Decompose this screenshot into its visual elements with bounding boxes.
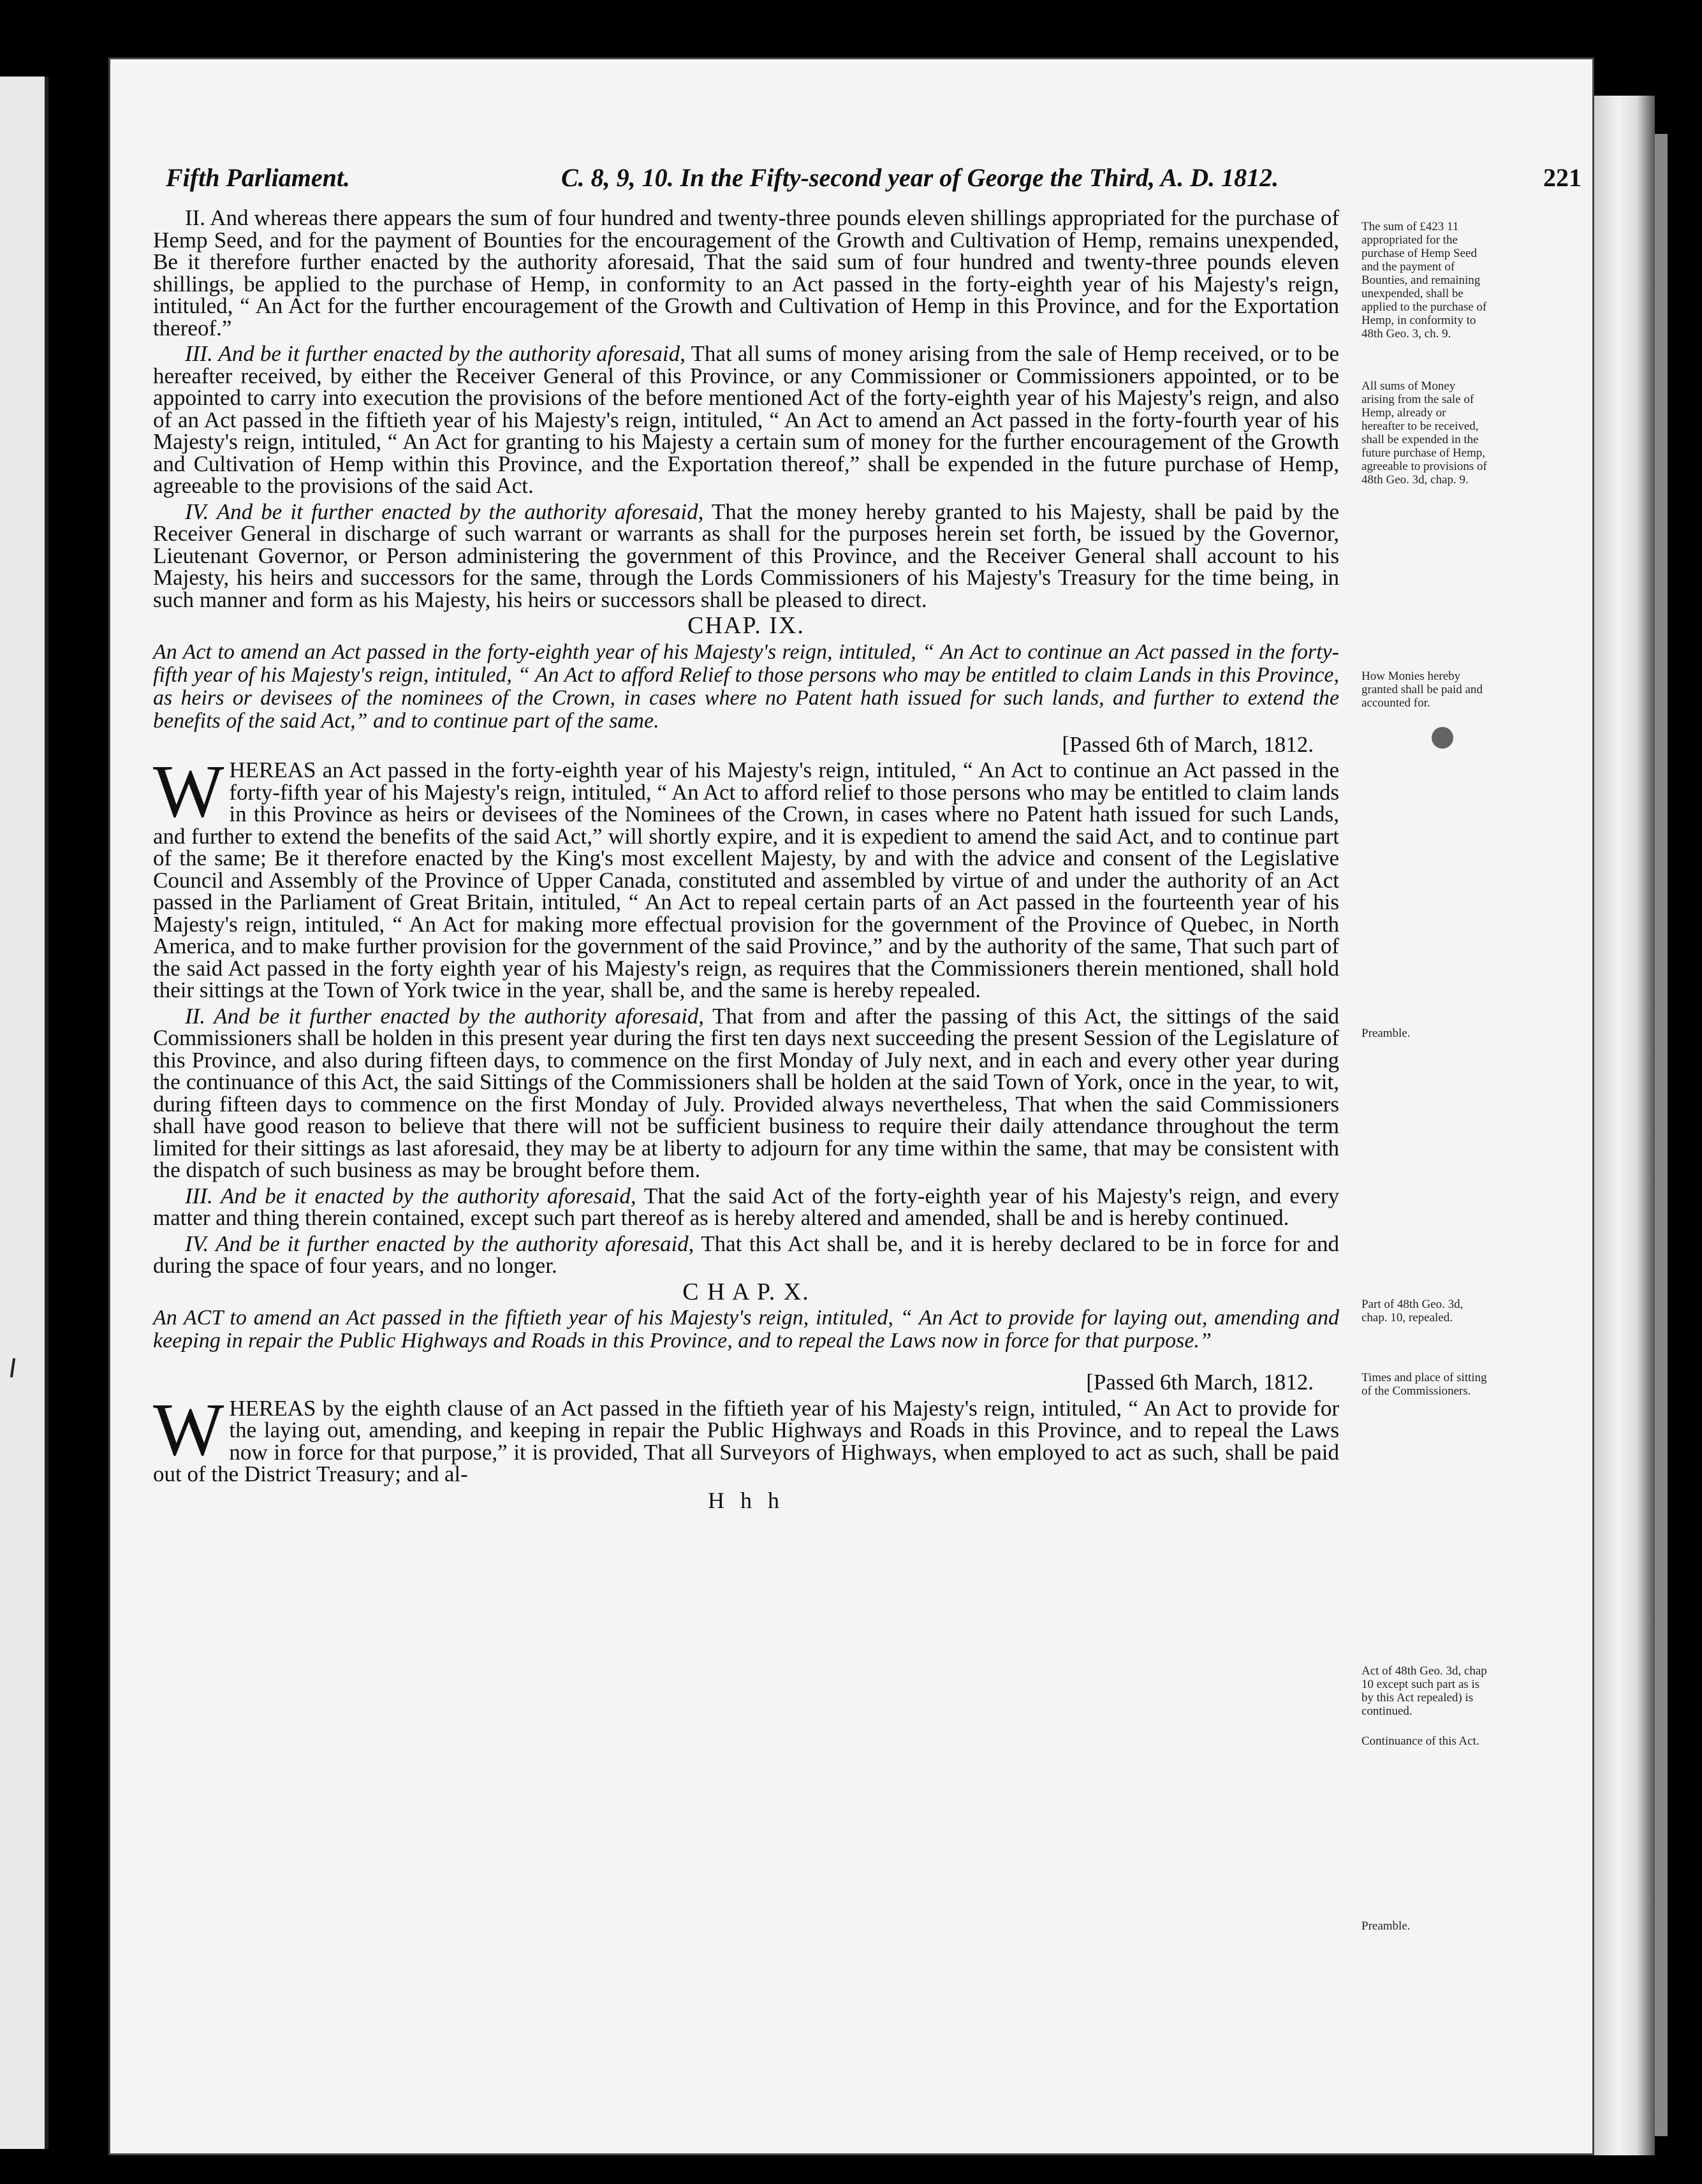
margin-note: Act of 48th Geo. 3d, chap 10 except such part as is by this Act repealed) is continued. xyxy=(1361,1664,1487,1718)
chapter-9-section-4-text: That this Act shall be, and it is hereby declared to be in force for and during the space of four years, and no longer. xyxy=(153,1231,1339,1278)
section-4-text: That the money hereby granted to his Majesty, shall be paid by the Receiver General in discharge of such warrant or warrants as shall for the purposes herein set forth, be issued by the Governor, Lieutenant Governor, or Person administering the government of this Province, and the Receiver General shall account to his Majesty, his heirs and successors for the same, through the Lords Commissioners of his Majesty's Treasury for the time being, in such manner and form as his Majesty, his heirs or successors shall be pleased to direct. xyxy=(153,499,1339,612)
margin-note: Part of 48th Geo. 3d, chap. 10, repealed. xyxy=(1361,1298,1464,1324)
margin-note: Continuance of this Act. xyxy=(1361,1734,1479,1748)
drop-cap: W xyxy=(153,1387,224,1471)
margin-note: Times and place of sitting of the Commissioners. xyxy=(1361,1371,1487,1398)
page-number: 221 xyxy=(1543,163,1581,192)
chapter-9-section-3-lead: III. And be it enacted by the authority aforesaid, xyxy=(185,1183,636,1208)
chapter-10-preamble xyxy=(153,1387,1339,1486)
chapter-10-passed-date: [Passed 6th March, 1812. xyxy=(1086,1370,1314,1395)
chapter-9-passed-date: [Passed 6th of March, 1812. xyxy=(1062,731,1314,757)
main-text xyxy=(153,207,1339,1511)
margin-note-preamble: Preamble. xyxy=(1361,1027,1411,1040)
page-fore-edge xyxy=(1594,96,1655,2155)
drop-cap: W xyxy=(153,749,224,833)
page-fore-edge-shadow xyxy=(1655,134,1668,2136)
chapter-9-section-2 xyxy=(153,1003,1339,1182)
chapter-9-heading: CHAP. IX. xyxy=(687,612,805,639)
section-3-text: That all sums of money arising from the sale of Hemp received, or to be hereafter received, by either the Receiver General of this Province, or any Commissioner or Commissioners appointed, or to be appointed to carry into execution the provisions of the before mentioned Act of the forty-eighth year of his Majesty's reign, and also of an Act passed in the fiftieth year of his Majesty's reign, intituled, “ An Act to amend an Act passed in the forty-fourth year of his Majesty's reign, intituled, “ An Act for granting to his Majesty a certain sum of money for the further encouragement of the Growth and Cultivation of Hemp within this Province, and the Exportation thereof,” shall be expended in the future purchase of Hemp, agreeable to the provisions of the said Act. xyxy=(153,341,1339,498)
header-chapters-date: C. 8, 9, 10. In the Fifty-second year of George the Third, A. D. 1812. xyxy=(561,163,1279,192)
section-4-monies xyxy=(153,501,1339,612)
chapter-9-section-2-lead: II. And be it further enacted by the authority aforesaid, xyxy=(185,1003,705,1029)
margin-note: The sum of £423 11 appropriated for the purchase of Hemp Seed and the payment of Bounties, and remaining unexpended, shall be applied to the purchase of Hemp, in conformity to 48th Geo. 3, ch. 9. xyxy=(1361,220,1487,341)
chapter-9-section-3 xyxy=(153,1185,1339,1229)
document-page xyxy=(108,57,1594,2155)
margin-note: How Monies hereby granted shall be paid and accounted for. xyxy=(1361,670,1483,710)
section-4-lead: IV. And be it further enacted by the authority aforesaid, xyxy=(185,499,704,524)
chapter-9-section-4 xyxy=(153,1233,1339,1277)
chapter-10-preamble-text: HEREAS by the eighth clause of an Act passed in the fiftieth year of his Majesty's reign, intituled, “ An Act to provide for the laying out, amending, and keeping in repair the Public Highways and Roads in this Province, and to repeal the Laws now in force for that purpose,” it is provided, That all Surveyors of Highways, when employed to act as such, shall be paid out of the District Treasury; and al- xyxy=(153,1395,1339,1486)
chapter-9-section-4-lead: IV. And be it further enacted by the authority aforesaid, xyxy=(185,1231,694,1256)
section-3-hemp-sale xyxy=(153,343,1339,497)
adjacent-page-edge xyxy=(0,77,48,2149)
chapter-9-title: An Act to amend an Act passed in the forty-eighth year of his Majesty's reign, intituled, “ An Act to continue an Act passed in the forty-fifth year of his Majesty's reign, intituled, “ An Act to afford Relief to those persons who may be entitled to claim Lands in this Province, as heirs or devisees of the nominees of the Crown, in cases where no Patent hath issued for such lands, and further to extend the benefits of the said Act,” and to continue part of the same. xyxy=(153,640,1339,733)
chapter-9-section-3-text: That the said Act of the forty-eighth year of his Majesty's reign, and every matter and thing therein contained, except such part thereof as is hereby altered and amended, shall be and is hereby continued. xyxy=(153,1183,1339,1230)
margin-note-preamble: Preamble. xyxy=(1361,1919,1411,1933)
chapter-9-section-2-text: That from and after the passing of this Act, the sittings of the said Commissioners shall be holden in this present year during the first ten days next succeeding the present Session of the Legislature of this Province, and also during fifteen days, to commence on the first Monday of July next, and in each and every other year during the continuance of this Act, the said Sittings of the Commissioners shall be holden at the said Town of York, once in the year, to wit, during fifteen days to commence on the first Monday of July. Provided always nevertheless, That when the said Commissioners shall have good reason to believe that there will not be sufficient business to require their daily attendance throughout the term limited for their sittings as last aforesaid, they may be at liberty to adjourn for any time within the same, that may be consistent with the dispatch of such business as may be brought before them. xyxy=(153,1003,1339,1182)
chapter-10-title: An ACT to amend an Act passed in the fiftieth year of his Majesty's reign, intituled, “ An Act to provide for laying out, amending and keeping in repair the Public Highways and Roads in this Province, and to repeal the Laws now in force for that purpose.” xyxy=(153,1306,1339,1352)
chapter-10-heading: C H A P. X. xyxy=(682,1278,810,1305)
section-3-lead: III. And be it further enacted by the authority aforesaid, xyxy=(185,341,686,366)
margin-note: All sums of Money arising from the sale of Hemp, already or hereafter to be received, shall be expended in the future purchase of Hemp, agreeable to provisions of 48th Geo. 3d, chap. 9. xyxy=(1361,379,1487,487)
chapter-9-preamble-text: HEREAS an Act passed in the forty-eighth year of his Majesty's reign, intituled, “ An Act to continue an Act passed in the forty-fifth year of his Majesty's reign, intituled, “ An Act to afford relief to those persons who may be entitled to claim lands in this Province as heirs or devisees of the Nominees of the Crown, in cases where no Patent hath issued for such Lands, and further to extend the benefits of the said Act,” will shortly expire, and it is expedient to amend the said Act, and to continue part of the same; Be it therefore enacted by the King's most excellent Majesty, by and with the advice and consent of the Legislative Council and Assembly of the Province of Upper Canada, constituted and assembled by virtue of and under the authority of an Act passed in the Parliament of Great Britain, intituled, “ An Act to repeal certain parts of an Act passed in the fourteenth year of his Majesty's reign, intituled, “ An Act for making more effectual provision for the government of the Province of Quebec, in North America, and to make further provision for the government of the said Province,” and by the authority of the same, That such part of the said Act passed in the forty eighth year of his Majesty's reign, as requires that the Commissioners therein mentioned, shall hold their sittings at the Town of York twice in the year, shall be, and the same is hereby repealed. xyxy=(153,758,1339,1002)
running-header xyxy=(166,163,1581,201)
header-parliament: Fifth Parliament. xyxy=(166,163,350,192)
section-2-hemp-seed: II. And whereas there appears the sum of four hundred and twenty-three pounds eleven shillings appropriated for the purchase of Hemp Seed, and for the payment of Bounties for the encouragement of the Growth and Cultivation of Hemp, remains unexpended, Be it therefore further enacted by the authority aforesaid, That the said sum of four hundred and twenty-three pounds eleven shillings, be applied to the purchase of Hemp, in conformity to an Act passed in the forty-eighth year of his Majesty's reign, intituled, “ An Act for the further encouragement of the Growth and Cultivation of Hemp in this Province, and for the Exportation thereof.” xyxy=(153,205,1339,341)
ink-blot xyxy=(1432,727,1453,749)
signature-mark: H h h xyxy=(708,1487,784,1513)
chapter-9-preamble xyxy=(153,749,1339,1002)
